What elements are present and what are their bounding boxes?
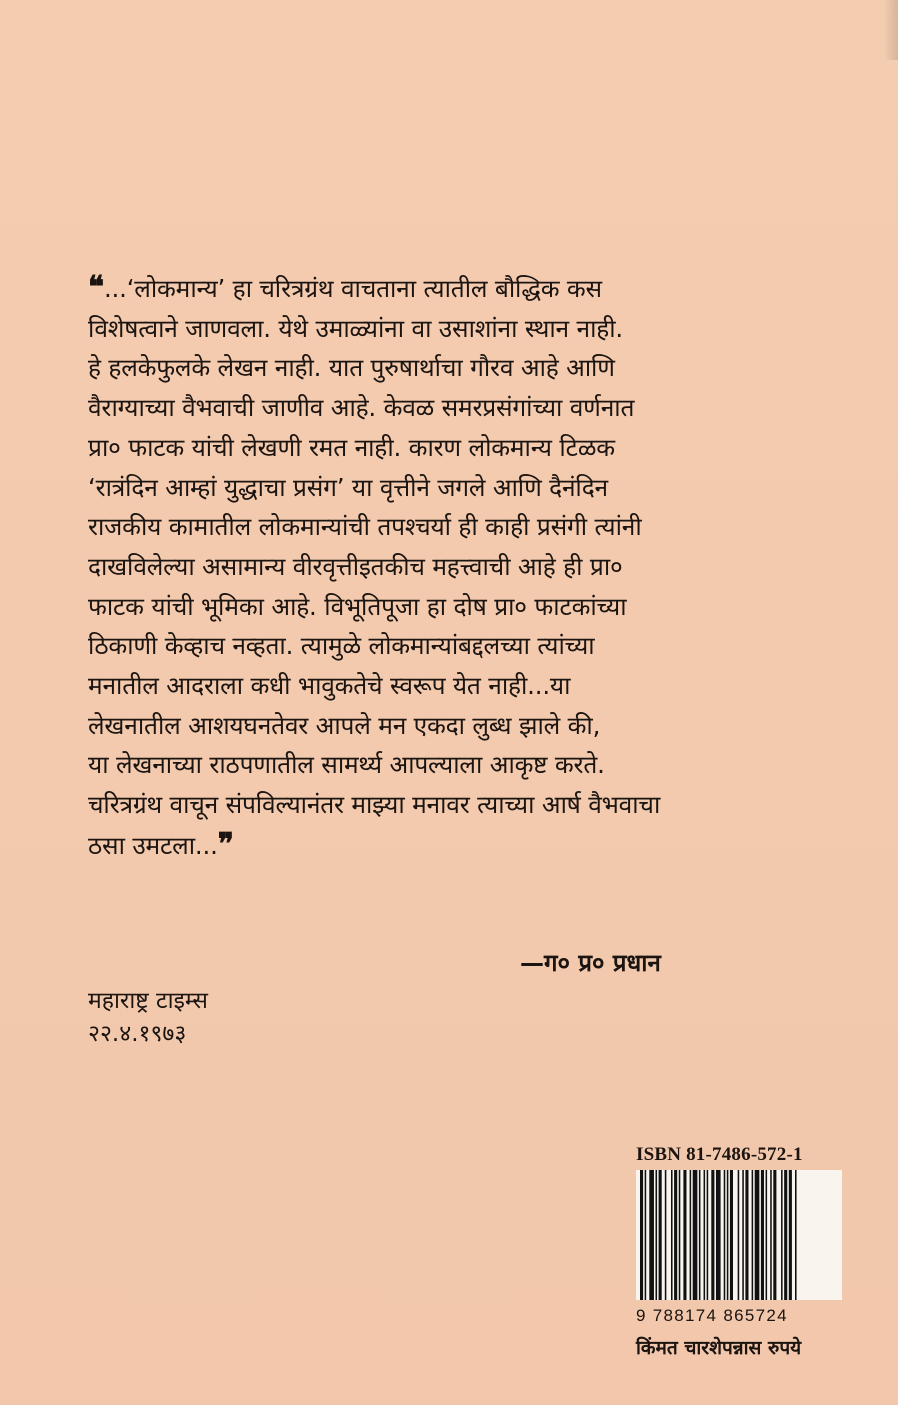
barcode-bar bbox=[795, 1170, 797, 1300]
quote-line-3: हे हलकेफुलके लेखन नाही. यात पुरुषार्थाचा गौरव आहे आणि bbox=[88, 353, 615, 383]
barcode-bar bbox=[699, 1170, 701, 1300]
quote-line-11: मनातील आदराला कधी भावुकतेचे स्वरूप येत नाही...या bbox=[88, 671, 571, 701]
barcode-bar bbox=[649, 1170, 654, 1300]
quote-line-8: दाखविलेल्या असामान्य वीरवृत्तीइतकीच महत्त्वाची आहे ही प्रा० bbox=[88, 551, 623, 581]
quote-line-2: विशेषत्वाने जाणवला. येथे उमाळ्यांना वा उसाशांना स्थान नाही. bbox=[88, 313, 623, 343]
isbn-label: ISBN 81-7486-572-1 bbox=[636, 1144, 803, 1165]
quote-line-1: ❝...‘लोकमान्य’ हा चरित्रग्रंथ वाचताना त्यातील बौद्धिक कस bbox=[88, 270, 602, 305]
barcode-bar bbox=[640, 1170, 643, 1300]
barcode-bar bbox=[773, 1170, 776, 1300]
price-label: किंमत चारशेपन्नास रुपये bbox=[636, 1337, 802, 1359]
barcode-bar bbox=[738, 1170, 740, 1300]
barcode-bar bbox=[766, 1170, 768, 1300]
publication-name: महाराष्ट्र टाइम्स bbox=[88, 988, 208, 1014]
barcode-bar bbox=[674, 1170, 677, 1300]
barcode-bar bbox=[781, 1170, 783, 1300]
quote-attribution: —ग० प्र० प्रधान bbox=[520, 949, 661, 977]
barcode-bar bbox=[690, 1170, 692, 1300]
barcode-bar bbox=[665, 1170, 667, 1300]
quote-line-5: प्रा० फाटक यांची लेखणी रमत नाही. कारण लोकमान्य टिळक bbox=[88, 432, 615, 462]
barcode-bar bbox=[742, 1170, 744, 1300]
quote-line-4: वैराग्याच्या वैभवाची जाणीव आहे. केवळ समरप्रसंगांच्या वर्णनात bbox=[88, 393, 635, 423]
quote-line-12: लेखनातील आशयघनतेवर आपले मन एकदा लुब्ध झाले की, bbox=[88, 710, 601, 740]
quote-line-10: ठिकाणी केव्हाच नव्हता. त्यामुळे लोकमान्यांबद्दलच्या त्यांच्या bbox=[88, 631, 595, 661]
barcode-bar bbox=[707, 1170, 709, 1300]
publication-date: २२.४.१९७३ bbox=[88, 1021, 187, 1047]
close-quote-icon: ❞ bbox=[217, 826, 234, 862]
barcode-bar bbox=[730, 1170, 733, 1300]
barcode-bar bbox=[704, 1170, 706, 1300]
quote-line-7: राजकीय कामातील लोकमान्यांची तपश्चर्या ही काही प्रसंगी त्यांनी bbox=[88, 512, 642, 542]
barcode-icon bbox=[636, 1170, 842, 1300]
barcode-bar bbox=[752, 1170, 754, 1300]
quote-line-9: फाटक यांची भूमिका आहे. विभूतिपूजा हा दोष प्रा० फाटकांच्या bbox=[88, 591, 627, 621]
barcode-bar bbox=[659, 1170, 662, 1300]
quote-line-15: ठसा उमटला...❞ bbox=[88, 826, 234, 862]
barcode-bar bbox=[716, 1170, 721, 1300]
barcode-bar bbox=[711, 1170, 714, 1300]
barcode-bar bbox=[645, 1170, 647, 1300]
barcode-bar bbox=[770, 1170, 772, 1300]
barcode-bar bbox=[761, 1170, 764, 1300]
barcode-bar bbox=[656, 1170, 658, 1300]
barcode-bar bbox=[693, 1170, 698, 1300]
barcode-bar bbox=[745, 1170, 748, 1300]
barcode-graphic bbox=[636, 1170, 842, 1300]
barcode-bar bbox=[679, 1170, 681, 1300]
barcode-bar bbox=[671, 1170, 673, 1300]
barcode-bar bbox=[755, 1170, 760, 1300]
quote-line-6: ‘रात्रंदिन आम्हां युद्धाचा प्रसंग’ या वृत्तीने जगले आणि दैनंदिन bbox=[88, 472, 608, 502]
quote-line-13: या लेखनाच्या राठपणातील सामर्थ्य आपल्याला आकृष्ट करते. bbox=[88, 750, 605, 780]
barcode-bar bbox=[784, 1170, 787, 1300]
review-quote bbox=[88, 268, 728, 866]
barcode-bar bbox=[683, 1170, 686, 1300]
barcode-bar bbox=[724, 1170, 726, 1300]
barcode-digits: 9 788174 865724 bbox=[636, 1306, 788, 1325]
cover-edge-shadow bbox=[884, 0, 898, 60]
open-quote-icon: ❝ bbox=[88, 270, 104, 305]
quote-line-14: चरित्रग्रंथ वाचून संपविल्यानंतर माझ्या मनावर त्याच्या आर्ष वैभवाचा bbox=[88, 790, 661, 820]
review-source bbox=[88, 985, 208, 1051]
barcode-bar bbox=[727, 1170, 729, 1300]
barcode-bar bbox=[789, 1170, 792, 1300]
